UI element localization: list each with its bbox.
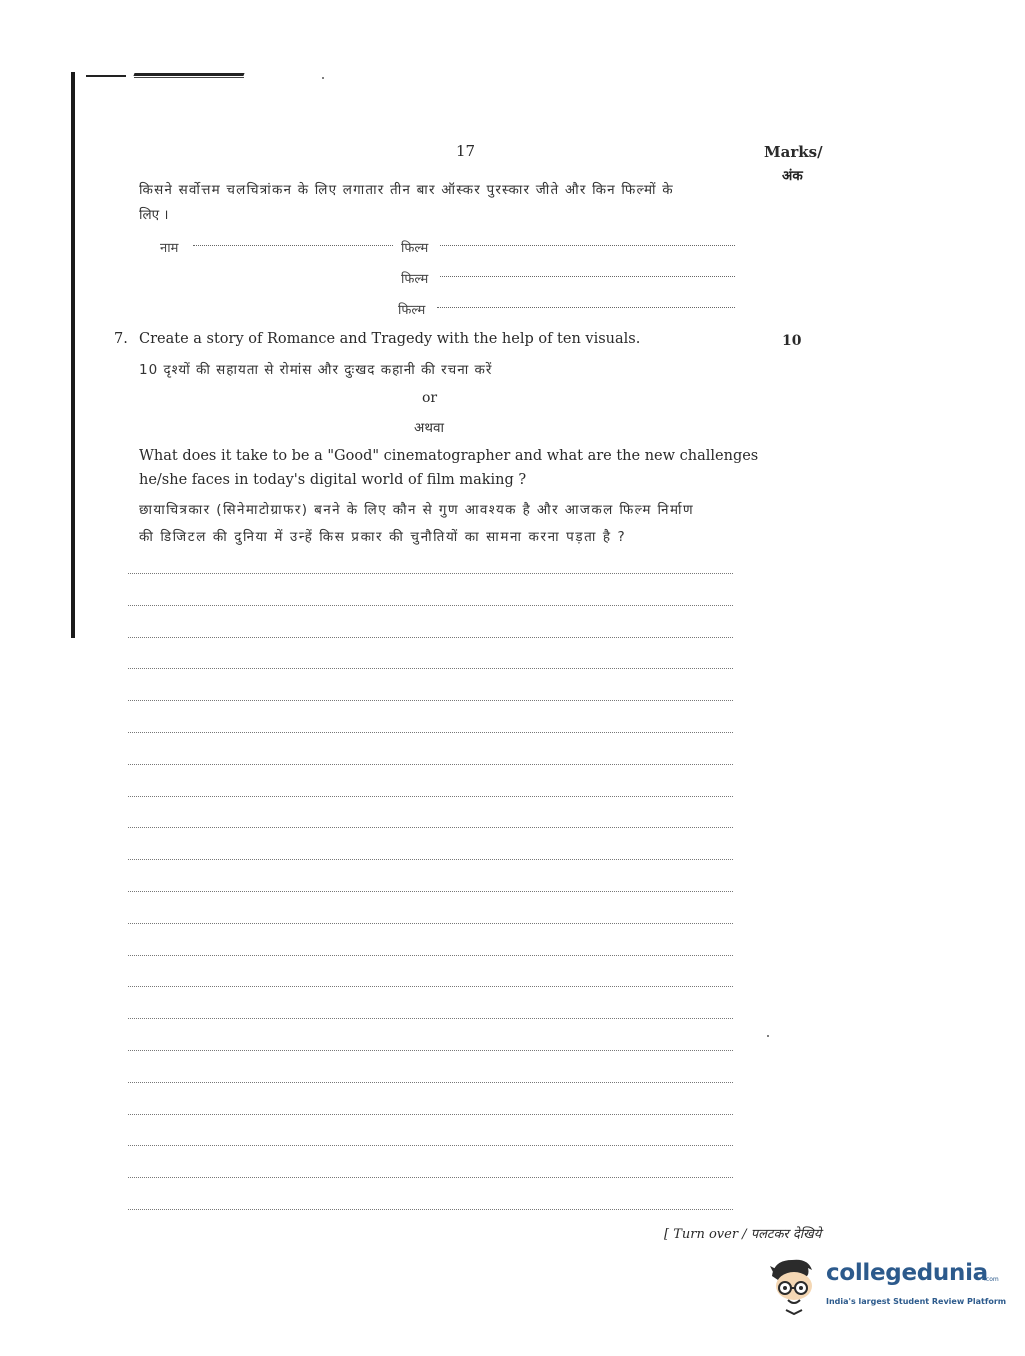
page-top-rule	[134, 77, 244, 78]
page-top-rule	[86, 75, 126, 77]
scan-speck	[322, 77, 324, 79]
answer-line[interactable]	[128, 891, 733, 892]
page-top-rule	[133, 73, 244, 76]
collegedunia-mascot-icon	[768, 1256, 824, 1316]
answer-line[interactable]	[128, 700, 733, 701]
film-label: फिल्म	[401, 272, 429, 287]
alternative-question-text-hindi: की डिजिटल की दुनिया में उन्हें किस प्रकार की चुनौतियों का सामना करना पड़ता है ?	[139, 529, 627, 545]
name-label: नाम	[160, 241, 179, 256]
question-text: Create a story of Romance and Tragedy with the help of ten visuals.	[139, 331, 641, 347]
scan-speck	[767, 1035, 769, 1037]
page-number: 17	[456, 142, 476, 160]
answer-line[interactable]	[128, 796, 733, 797]
or-separator: or	[422, 390, 438, 406]
answer-line[interactable]	[128, 859, 733, 860]
answer-line[interactable]	[128, 955, 733, 956]
answer-line[interactable]	[128, 923, 733, 924]
logo-wordmark: collegedunia	[826, 1260, 988, 1286]
logo-tagline: India's largest Student Review Platform	[826, 1297, 1007, 1306]
or-separator-hindi: अथवा	[414, 420, 444, 436]
film-answer-line[interactable]	[440, 245, 735, 246]
answer-line[interactable]	[128, 764, 733, 765]
turn-over-note: [ Turn over / पलटकर देखिये	[664, 1227, 822, 1242]
logo-suffix: .com	[984, 1276, 999, 1283]
marks-heading-hindi: अंक	[782, 168, 803, 184]
answer-line[interactable]	[128, 1209, 733, 1210]
answer-line[interactable]	[128, 573, 733, 574]
answer-line[interactable]	[128, 986, 733, 987]
film-label: फिल्म	[401, 241, 429, 256]
question-number: 7.	[114, 331, 128, 347]
answer-line[interactable]	[128, 637, 733, 638]
alternative-question-text: he/she faces in today's digital world of film making ?	[139, 472, 527, 488]
film-label: फिल्म	[398, 303, 426, 318]
answer-line[interactable]	[128, 1177, 733, 1178]
page-left-border	[71, 72, 75, 638]
question-marks: 10	[782, 333, 802, 349]
answer-line[interactable]	[128, 1082, 733, 1083]
question-text-hindi: लिए ।	[139, 207, 169, 223]
answer-line[interactable]	[128, 732, 733, 733]
alternative-question-text-hindi: छायाचित्रकार (सिनेमाटोग्राफर) बनने के लिए कौन से गुण आवश्यक है और आजकल फिल्म निर्माण	[139, 502, 695, 518]
answer-line[interactable]	[128, 668, 733, 669]
film-answer-line[interactable]	[440, 276, 735, 277]
answer-line[interactable]	[128, 1050, 733, 1051]
answer-line[interactable]	[128, 1114, 733, 1115]
answer-line[interactable]	[128, 605, 733, 606]
question-text-hindi: 10 दृश्यों की सहायता से रोमांस और दुःखद कहानी की रचना करें	[139, 362, 493, 378]
marks-heading: Marks/	[764, 143, 823, 161]
answer-line[interactable]	[128, 1018, 733, 1019]
name-answer-line[interactable]	[193, 245, 393, 246]
film-answer-line[interactable]	[437, 307, 735, 308]
answer-line[interactable]	[128, 827, 733, 828]
alternative-question-text: What does it take to be a "Good" cinematographer and what are the new challenges	[139, 448, 759, 464]
question-text-hindi: किसने सर्वोत्तम चलचित्रांकन के लिए लगातार तीन बार ऑस्कर पुरस्कार जीते और किन फिल्मों के	[139, 182, 674, 198]
answer-line[interactable]	[128, 1145, 733, 1146]
